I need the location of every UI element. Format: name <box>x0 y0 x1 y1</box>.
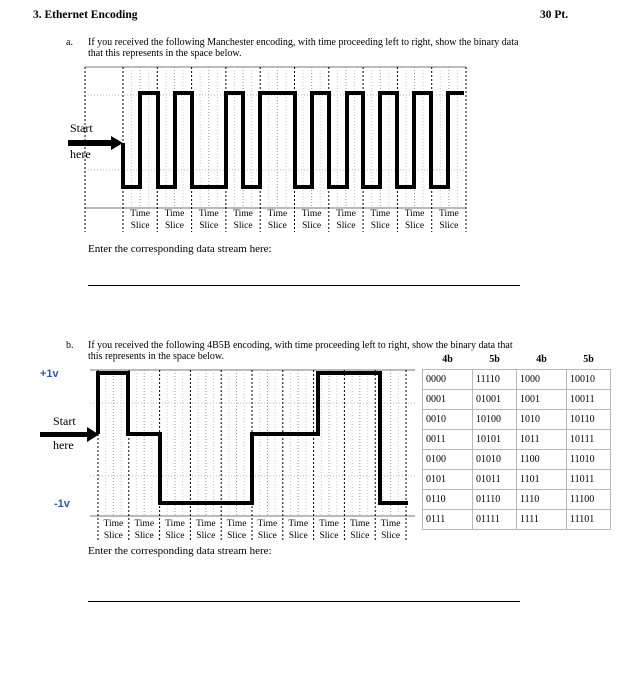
table-cell: 11110 <box>473 370 517 390</box>
table-cell: 0011 <box>423 430 473 450</box>
section-title: 3. Ethernet Encoding <box>33 9 138 21</box>
minus-1v-label: -1v <box>54 498 70 510</box>
plus-1v-label: +1v <box>40 368 59 380</box>
time-slice-label: Time <box>134 519 155 529</box>
time-slice-label: Slice <box>267 221 287 231</box>
time-slice-label: Slice <box>227 531 247 541</box>
time-slice-label: Time <box>130 209 151 219</box>
manchester-start-label: Start <box>70 121 93 135</box>
time-slice-label: Time <box>195 519 216 529</box>
time-slice-label: Time <box>267 209 288 219</box>
table-cell: 1000 <box>517 370 567 390</box>
time-slice-label: Time <box>438 209 459 219</box>
time-slice-label: Time <box>380 519 401 529</box>
time-slice-label: Slice <box>288 531 308 541</box>
part-a-letter: a. <box>66 37 73 48</box>
time-slice-label: Time <box>301 209 322 219</box>
table-header-4b: 4b <box>536 354 547 365</box>
fourbfiveb-signal <box>98 373 408 503</box>
time-slice-label: Slice <box>199 221 219 231</box>
table-cell: 01111 <box>473 510 517 530</box>
time-slice-label: Slice <box>130 221 150 231</box>
time-slice-label: Time <box>103 519 124 529</box>
table-cell: 1001 <box>517 390 567 410</box>
table-header-4b: 4b <box>442 354 453 365</box>
table-cell: 11101 <box>567 510 611 530</box>
table-cell: 11010 <box>567 450 611 470</box>
time-slice-label: Time <box>226 519 247 529</box>
part-a-prompt: Enter the corresponding data stream here: <box>88 243 272 255</box>
table-cell: 1100 <box>517 450 567 470</box>
time-slice-label: Slice <box>165 531 185 541</box>
time-slice-label: Slice <box>319 531 339 541</box>
table-cell: 1011 <box>517 430 567 450</box>
table-cell: 11100 <box>567 490 611 510</box>
time-slice-label: Slice <box>405 221 425 231</box>
table-cell: 1010 <box>517 410 567 430</box>
time-slice-label: Slice <box>336 221 356 231</box>
time-slice-label: Slice <box>302 221 322 231</box>
table-cell: 0100 <box>423 450 473 470</box>
table-cell: 10110 <box>567 410 611 430</box>
fourbfiveb-start-label: Start <box>53 414 76 428</box>
table-cell: 10101 <box>473 430 517 450</box>
table-cell: 10011 <box>567 390 611 410</box>
part-b-prompt: Enter the corresponding data stream here: <box>88 545 272 557</box>
time-slice-label: Slice <box>350 531 370 541</box>
table-cell: 0010 <box>423 410 473 430</box>
time-slice-label: Time <box>349 519 370 529</box>
part-a-question-line1: If you received the following Manchester encoding, with time proceeding left to right, show the binary data <box>88 37 519 48</box>
table-row <box>423 470 611 490</box>
table-cell: 0111 <box>423 510 473 530</box>
table-row <box>423 450 611 470</box>
table-cell: 10010 <box>567 370 611 390</box>
time-slice-label: Slice <box>103 531 123 541</box>
time-slice-label: Slice <box>134 531 154 541</box>
time-slice-label: Time <box>370 209 391 219</box>
manchester-here-label: here <box>70 147 91 161</box>
table-header-row <box>423 350 611 370</box>
table-header-5b: 5b <box>489 354 500 365</box>
table-cell: 0000 <box>423 370 473 390</box>
table-cell: 0101 <box>423 470 473 490</box>
table-row <box>423 370 611 390</box>
table-header-5b: 5b <box>583 354 594 365</box>
table-cell: 01110 <box>473 490 517 510</box>
time-slice-label: Slice <box>233 221 253 231</box>
table-cell: 01001 <box>473 390 517 410</box>
time-slice-label: Time <box>319 519 339 529</box>
time-slice-label: Slice <box>257 531 277 541</box>
table-cell: 0110 <box>423 490 473 510</box>
time-slice-label: Time <box>165 519 185 529</box>
time-slice-label: Slice <box>164 221 184 231</box>
time-slice-label: Time <box>233 209 253 219</box>
part-b-answer-line <box>88 601 520 602</box>
part-a-question-line2: that this represents in the space below. <box>88 48 242 59</box>
table-cell: 1101 <box>517 470 567 490</box>
time-slice-label: Slice <box>439 221 459 231</box>
time-slice-label: Time <box>164 209 185 219</box>
table-cell: 01010 <box>473 450 517 470</box>
table-row <box>423 490 611 510</box>
table-cell: 0001 <box>423 390 473 410</box>
time-slice-label: Slice <box>381 531 401 541</box>
fourbfiveb-table <box>422 350 611 530</box>
table-cell: 1111 <box>517 510 567 530</box>
time-slice-label: Time <box>198 209 219 219</box>
time-slice-label: Slice <box>370 221 390 231</box>
time-slice-label: Time <box>336 209 356 219</box>
table-cell: 11011 <box>567 470 611 490</box>
part-b-question-line2: this represents in the space below. <box>88 351 224 362</box>
table-cell: 10100 <box>473 410 517 430</box>
section-points: 30 Pt. <box>540 9 569 21</box>
table-cell: 1110 <box>517 490 567 510</box>
table-row <box>423 430 611 450</box>
time-slice-label: Time <box>404 209 425 219</box>
part-b-question-line1: If you received the following 4B5B encoding, with time proceeding left to right, show the binary data that <box>88 340 513 351</box>
fourbfiveb-here-label: here <box>53 438 74 452</box>
table-row <box>423 510 611 530</box>
time-slice-label: Slice <box>196 531 216 541</box>
table-row <box>423 390 611 410</box>
table-cell: 01011 <box>473 470 517 490</box>
part-b-answer-field[interactable] <box>88 586 520 600</box>
part-b-letter: b. <box>66 340 74 351</box>
table-cell: 10111 <box>567 430 611 450</box>
table-row <box>423 410 611 430</box>
time-slice-label: Time <box>288 519 309 529</box>
time-slice-label: Time <box>257 519 278 529</box>
